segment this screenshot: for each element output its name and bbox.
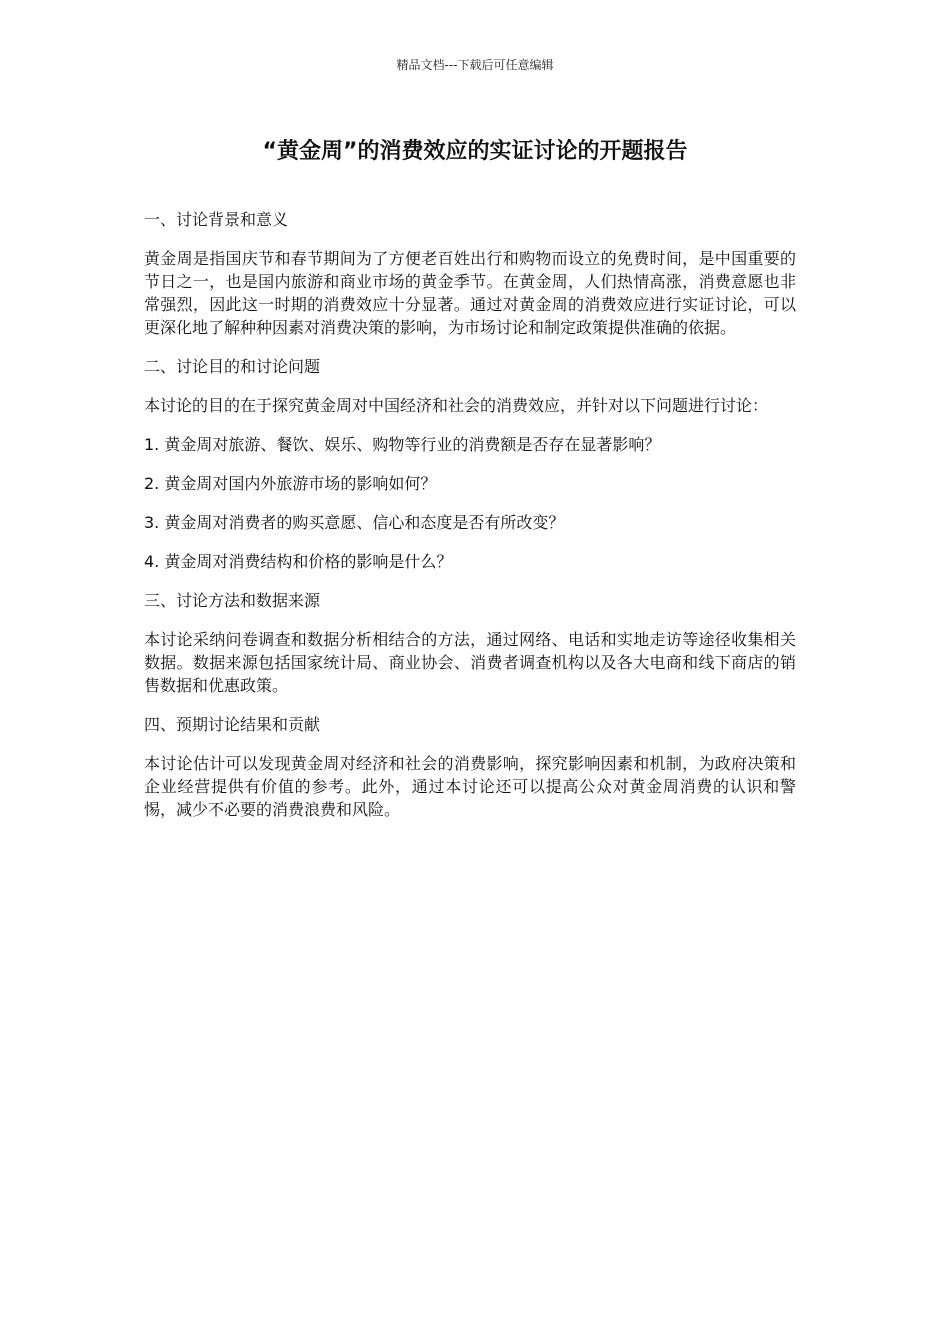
document-body [144, 208, 796, 837]
section-heading-objectives: 二、讨论目的和讨论问题 [144, 357, 321, 376]
section-heading-background: 一、讨论背景和意义 [144, 210, 289, 229]
section-heading-methods: 三、讨论方法和数据来源 [144, 591, 321, 610]
paragraph-background: 黄金周是指国庆节和春节期间为了方便老百姓出行和购物而设立的免费时间，是中国重要的节日之一，也是国内旅游和商业市场的黄金季节。在黄金周，人们热情高涨，消费意愿也非常强烈，因此这一时期的消费效应十分显著。通过对黄金周的消费效应进行实证讨论，可以更深化地了解种种因素对消费决策的影响，为市场讨论和制定政策提供准确的依据。 [144, 249, 796, 337]
paragraph-expected: 本讨论估计可以发现黄金周对经济和社会的消费影响，探究影响因素和机制，为政府决策和企业经营提供有价值的参考。此外，通过本讨论还可以提高公众对黄金周消费的认识和警惕，减少不必要的消费浪费和风险。 [144, 754, 796, 819]
paragraph-objectives-intro: 本讨论的目的在于探究黄金周对中国经济和社会的消费效应，并针对以下问题进行讨论： [144, 396, 769, 415]
question-item-4: 4. 黄金周对消费结构和价格的影响是什么？ [144, 552, 453, 571]
question-item-1: 1. 黄金周对旅游、餐饮、娱乐、购物等行业的消费额是否存在显著影响？ [144, 435, 661, 454]
paragraph-methods: 本讨论采纳问卷调查和数据分析相结合的方法，通过网络、电话和实地走访等途径收集相关数据。数据来源包括国家统计局、商业协会、消费者调查机构以及各大电商和线下商店的销售数据和优惠政策。 [144, 630, 796, 695]
question-item-3: 3. 黄金周对消费者的购买意愿、信心和态度是否有所改变？ [144, 513, 565, 532]
section-heading-expected: 四、预期讨论结果和贡献 [144, 715, 321, 734]
header-note: 精品文档---下载后可任意编辑 [396, 58, 554, 72]
question-item-2: 2. 黄金周对国内外旅游市场的影响如何？ [144, 474, 437, 493]
document-title: “黄金周”的消费效应的实证讨论的开题报告 [262, 139, 688, 164]
